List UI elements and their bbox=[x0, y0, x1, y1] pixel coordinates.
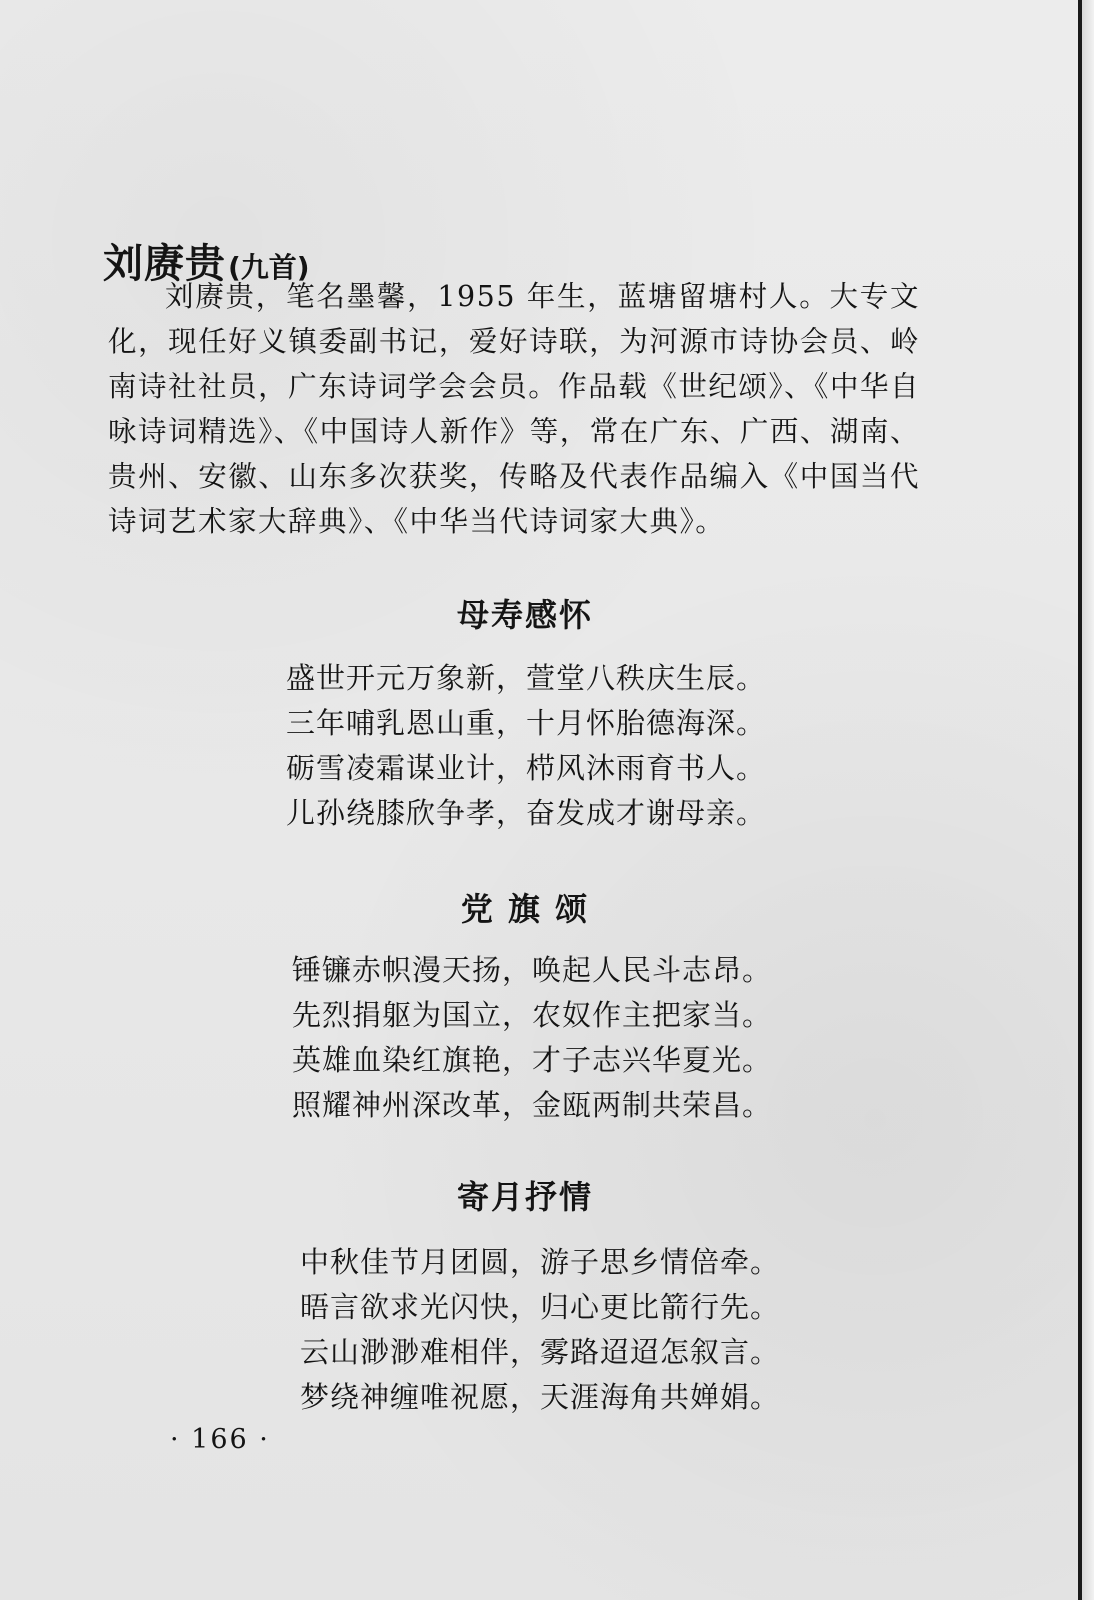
poem-line: 三年哺乳恩山重，十月怀胎德海深。 bbox=[286, 706, 767, 740]
page-edge-line bbox=[1078, 0, 1082, 1600]
poem-title: 母寿感怀 bbox=[456, 596, 593, 634]
poem-line: 照耀神州深改革，金瓯两制共荣昌。 bbox=[292, 1088, 773, 1122]
poem-line: 先烈捐躯为国立，农奴作主把家当。 bbox=[292, 998, 773, 1032]
poem-count: (九首) bbox=[228, 251, 310, 284]
poem-body bbox=[292, 948, 772, 1128]
author-name: 刘赓贵 bbox=[103, 241, 226, 287]
poem-line: 盛世开元万象新，萱堂八秩庆生辰。 bbox=[286, 661, 767, 695]
poem-title: 寄月抒情 bbox=[456, 1178, 593, 1216]
poem-line: 晤言欲求光闪快，归心更比箭行先。 bbox=[300, 1290, 781, 1324]
page-edge-shadow bbox=[1082, 0, 1094, 1600]
poem-line: 砺雪凌霜谋业计，栉风沐雨育书人。 bbox=[286, 751, 767, 785]
poem-line: 中秋佳节月团圆，游子思乡情倍牵。 bbox=[300, 1245, 781, 1279]
page-number: · 166 · bbox=[170, 1424, 270, 1455]
poem-title: 党 旗 颂 bbox=[460, 890, 590, 928]
poem-line: 英雄血染红旗艳，才子志兴华夏光。 bbox=[292, 1043, 773, 1077]
poem-line: 梦绕神缠唯祝愿，天涯海角共婵娟。 bbox=[300, 1380, 781, 1414]
poem-line: 锤镰赤帜漫天扬，唤起人民斗志昂。 bbox=[292, 953, 773, 987]
poem-line: 儿孙绕膝欣争孝，奋发成才谢母亲。 bbox=[286, 796, 767, 830]
author-biography: 刘赓贵，笔名墨馨，1955 年生，蓝塘留塘村人。大专文化，现任好义镇委副书记，爱好诗联，为河源市诗协会员、岭南诗社社员，广东诗词学会会员。作品载《世纪颂》、《中华自咏诗词精选》、《中国诗人新作》等，常在广东、广西、湖南、贵州、安徽、山东多次获奖，传略及代表作品编入《中国当代诗词艺术家大辞典》、《中华当代诗词家大典》。 bbox=[108, 280, 920, 538]
poem-body bbox=[300, 1240, 780, 1420]
poem-line: 云山渺渺难相伴，雾路迢迢怎叙言。 bbox=[300, 1335, 781, 1369]
poem-body bbox=[286, 656, 766, 836]
